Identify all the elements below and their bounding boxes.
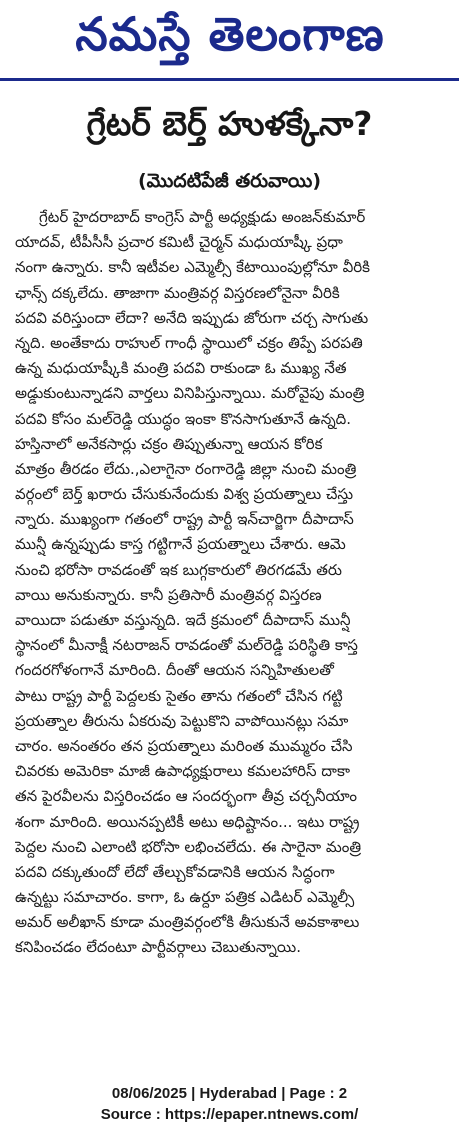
article-line: అడ్డుకుంటున్నాడని వార్తలు వినిపిస్తున్నాయి. మరోవైపు మంత్రి: [15, 384, 365, 403]
article-line: పదవి కోసం మల్‌రెడ్డి యుద్ధం ఇంకా కొనసాగుతూనే ఉన్నది.: [15, 409, 352, 428]
article-line: తన పైరవీలను విస్తరించడం ఆ సందర్భంగా తీవ్ర చర్చనీయాం: [15, 787, 358, 806]
article-body: [15, 205, 445, 961]
article-line: పాటు రాష్ట్ర పార్టీ పెద్దలకు సైతం తాను గతంలో చేసిన గట్టి: [15, 686, 343, 705]
article-line: వాయి అనుకున్నారు. కానీ ప్రతిసారీ మంత్రివర్గ విస్తరణ: [15, 585, 322, 604]
article-line: కనిపించడం లేదంటూ పార్టీవర్గాలు చెబుతున్నాయి.: [15, 938, 301, 957]
footer-source-line: Source : https://epaper.ntnews.com/: [100, 1106, 359, 1123]
article-line: న్నది. అంతేకాదు రాహుల్ గాంధీ స్థాయిలో చక్రం తిప్పే పరపతి: [15, 333, 363, 352]
footer-date-line: 08/06/2025 | Hyderabad | Page : 2: [111, 1085, 348, 1102]
article-line: చివరకు అమెరికా మాజీ ఉపాధ్యక్షురాలు కమలహారిస్ దాకా: [15, 762, 350, 781]
article-line: న్నారు. ముఖ్యంగా గతంలో రాష్ట్ర పార్టీ ఇన్‌చార్జిగా దీపాదాస్: [15, 510, 354, 529]
masthead-title: నమస్తే తెలంగాణ: [75, 7, 385, 61]
article-line: శంగా మారింది. అయినప్పటికీ అటు అధిష్టానం... ఇటు రాష్ట్ర: [15, 812, 360, 831]
article-line: పదవి వరిస్తుందా లేదా? అనేది ఇప్పుడు జోరుగా చర్చ సాగుతు: [15, 308, 369, 327]
article-line: నుంచి భరోసా రావడంతో ఇక బుగ్గకారులో తిరగడమే తరు: [15, 560, 342, 579]
article-line: స్థానంలో మీనాక్షీ నటరాజన్ రావడంతో మల్‌రెడ్డి పరిస్థితి కాస్త: [15, 636, 358, 655]
article-line: చారం. అనంతరం తన ప్రయత్నాలు మరింత ముమ్మరం చేసి: [15, 736, 353, 755]
article-headline: గ్రేటర్ బెర్త్ హుళక్కేనా?: [86, 104, 373, 143]
article-line: వాయిదా పడుతూ వస్తున్నది. ఇదే క్రమంలో దీపాదాస్ మున్షీ: [15, 611, 351, 629]
article-line: గందరగోళంగానే మారింది. దీంతో ఆయన సన్నిహితులతో: [15, 661, 334, 680]
article-line: అమర్ అలీఖాన్ కూడా మంత్రివర్గంలోకి తీసుకునే అవకాశాలు: [15, 913, 360, 932]
article-subheadline: (మొదటిపేజీ తరువాయి): [137, 170, 322, 192]
article-line: మాత్రం తీరడం లేదు.,ఎలాగైనా రంగారెడ్డి జిల్లా నుంచి మంత్రి: [15, 459, 357, 478]
article-line: హస్తినాలో అనేకసార్లు చక్రం తిప్పుతున్నా ఆయన కోరిక: [15, 434, 323, 453]
article-line: యాదవ్, టీపీసీసీ ప్రచార కమిటీ చైర్మన్ మధుయాష్కీ ప్రధా: [15, 233, 343, 252]
article-line: మున్షీ ఉన్నప్పుడు కాస్త గట్టిగానే ప్రయత్నాలు చేశారు. ఆమె: [15, 535, 346, 554]
masthead-divider: [0, 78, 459, 81]
newspaper-masthead: [18, 8, 442, 72]
article-line: గ్రేటర్ హైదరాబాద్ కాంగ్రెస్ పార్టీ అధ్యక్షుడు అంజన్‌కుమార్: [39, 208, 366, 226]
article-line: ఛాన్స్ దక్కలేదు. తాజాగా మంత్రివర్గ విస్తరణలోనైనా వీరికి: [15, 283, 340, 302]
article-line: నంగా ఉన్నారు. కానీ ఇటీవల ఎమ్మెల్సీ కేటాయింపుల్లోనూ వీరికి: [15, 258, 370, 277]
article-line: పెద్దల నుంచి ఎలాంటి భరోసా లభించలేదు. ఈ సారైనా మంత్రి: [15, 837, 362, 856]
article-line: ఉన్నట్టు సమాచారం. కాగా, ఓ ఉర్దూ పత్రిక ఎడిటర్ ఎమ్మెల్సీ: [15, 888, 355, 907]
article-line: ప్రయత్నాల తీరును ఏకరువు పెట్టుకొని వాపోయినట్లు సమా: [15, 711, 349, 730]
article-line: వర్గంలో బెర్త్ ఖరారు చేసుకునేందుకు విశ్వ ప్రయత్నాలు చేస్తు: [15, 485, 354, 504]
article-line: పదవి దక్కుతుందో లేదో తేల్చుకోవడానికి ఆయన సిద్ధంగా: [15, 862, 335, 881]
article-line: ఉన్న మధుయాష్కీకి మంత్రి పదవి రాకుండా ఓ ముఖ్య నేత: [15, 359, 347, 378]
